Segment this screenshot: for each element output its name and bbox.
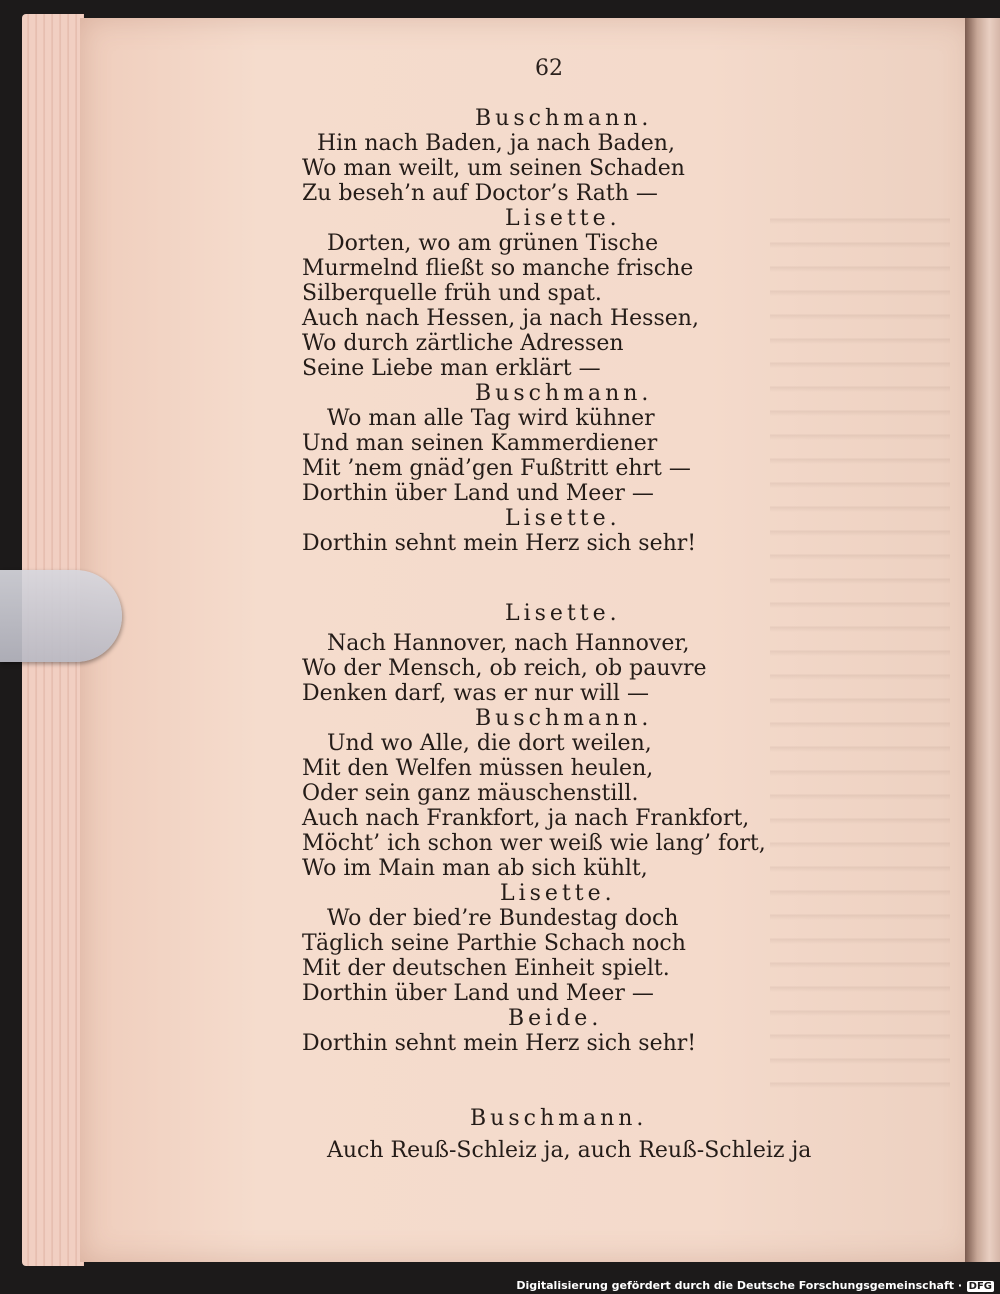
- verse-line: Dorthin über Land und Meer —: [302, 481, 654, 506]
- verse-line: Hin nach Baden, ja nach Baden,: [317, 131, 675, 156]
- verse-line: Täglich seine Parthie Schach noch: [302, 931, 686, 956]
- verse-line: Und wo Alle, die dort weilen,: [327, 731, 652, 756]
- verse-line: Mit ’nem gnäd’gen Fußtritt ehrt —: [302, 456, 691, 481]
- verse-line: Dorten, wo am grünen Tische: [327, 231, 659, 256]
- verse-line: Möcht’ ich schon wer weiß wie lang’ fort,: [302, 831, 766, 856]
- speaker-heading: Buschmann.: [475, 706, 653, 731]
- show-through-text: [770, 200, 950, 1100]
- verse-line: Zu beseh’n auf Doctor’s Rath —: [302, 181, 658, 206]
- speaker-heading: Lisette.: [505, 506, 621, 531]
- verse-line: Dorthin sehnt mein Herz sich sehr!: [302, 1031, 697, 1056]
- page-number: 62: [535, 56, 563, 81]
- verse-line: Und man seinen Kammerdiener: [302, 431, 658, 456]
- speaker-heading: Buschmann.: [470, 1106, 648, 1131]
- verse-line: Auch Reuß-Schleiz ja, auch Reuß-Schleiz ja: [327, 1138, 812, 1163]
- verse-line: Dorthin über Land und Meer —: [302, 981, 654, 1006]
- verse-line: Auch nach Frankfort, ja nach Frankfort,: [302, 806, 750, 831]
- verse-line: Wo durch zärtliche Adressen: [302, 331, 624, 356]
- verse-line: Wo der bied’re Bundestag doch: [327, 906, 679, 931]
- speaker-heading: Buschmann.: [475, 381, 653, 406]
- speaker-heading: Buschmann.: [475, 106, 653, 131]
- dfg-logo: DFG: [968, 1281, 992, 1292]
- verse-line: Mit der deutschen Einheit spielt.: [302, 956, 670, 981]
- digitization-credit: Digitalisierung gefördert durch die Deutsche Forschungsgemeinschaft ·: [516, 1279, 962, 1292]
- verse-line: Wo man weilt, um seinen Schaden: [302, 156, 685, 181]
- verse-line: Oder sein ganz mäuschenstill.: [302, 781, 639, 806]
- verse-line: Denken darf, was er nur will —: [302, 681, 649, 706]
- speaker-heading: Lisette.: [505, 206, 621, 231]
- speaker-heading: Lisette.: [500, 881, 616, 906]
- page-clip: [0, 570, 122, 662]
- verse-line: Wo man alle Tag wird kühner: [327, 406, 655, 431]
- facing-page-edge: [965, 18, 1000, 1262]
- verse-line: Murmelnd fließt so manche frische: [302, 256, 694, 281]
- verse-line: Wo der Mensch, ob reich, ob pauvre: [302, 656, 707, 681]
- verse-line: Wo im Main man ab sich kühlt,: [302, 856, 648, 881]
- verse-line: Auch nach Hessen, ja nach Hessen,: [302, 306, 699, 331]
- verse-line: Seine Liebe man erklärt —: [302, 356, 601, 381]
- verse-line: Nach Hannover, nach Hannover,: [327, 631, 690, 656]
- speaker-heading: Lisette.: [505, 601, 621, 626]
- speaker-heading: Beide.: [508, 1006, 603, 1031]
- verse-line: Mit den Welfen müssen heulen,: [302, 756, 654, 781]
- verse-line: Dorthin sehnt mein Herz sich sehr!: [302, 531, 697, 556]
- verse-line: Silberquelle früh und spat.: [302, 281, 602, 306]
